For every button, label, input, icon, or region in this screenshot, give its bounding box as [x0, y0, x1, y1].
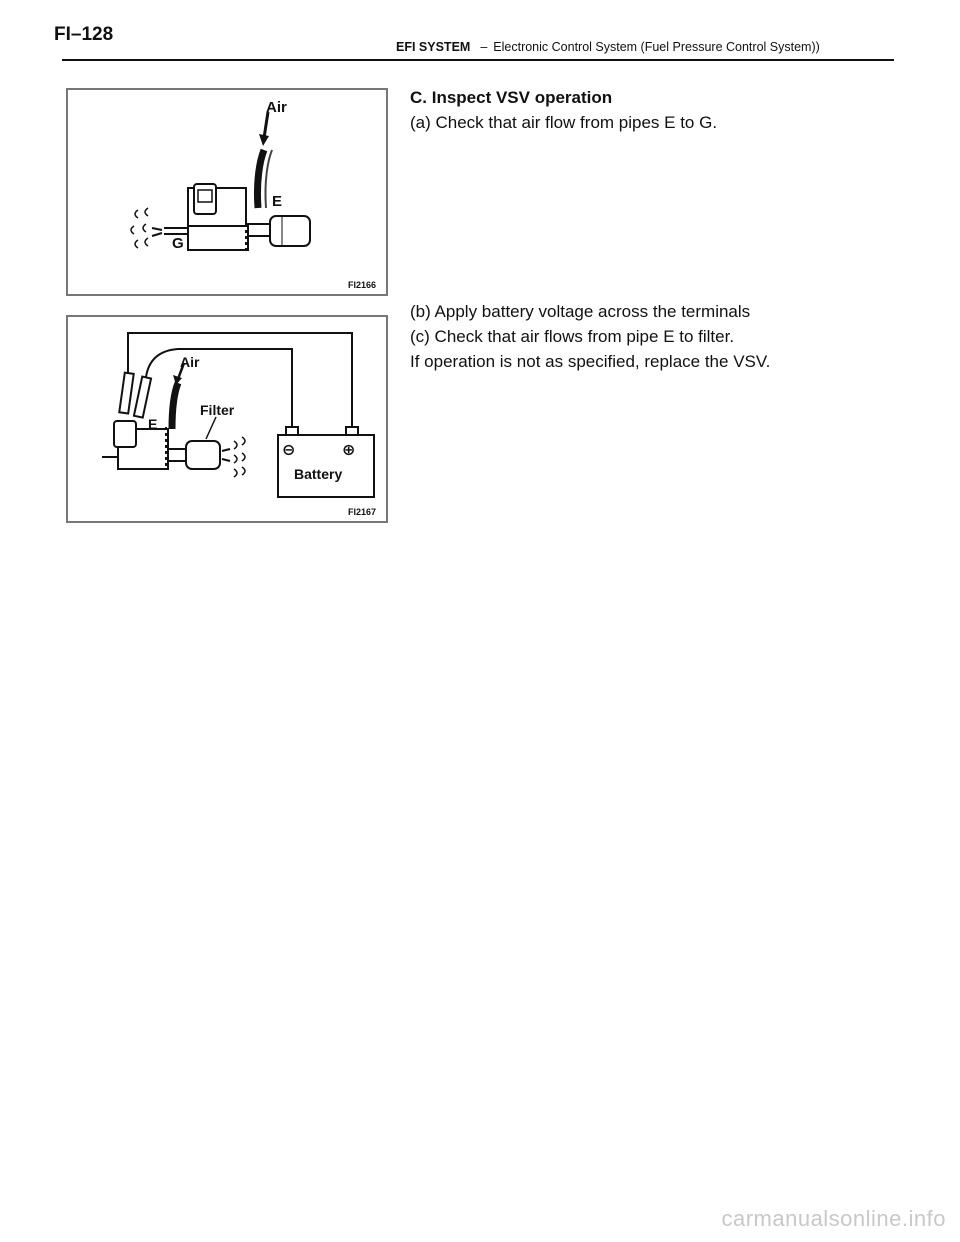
figure1-code: FI2166 — [348, 280, 377, 290]
figure2-label-e: E — [148, 416, 158, 432]
figure1-label-g: G — [172, 235, 184, 252]
running-header — [396, 40, 820, 54]
figure-vsv-airflow-e-to-g — [66, 88, 388, 296]
step-a-text: (a) Check that air flow from pipes E to G. — [410, 113, 718, 132]
replace-note: If operation is not as specified, replace the VSV. — [410, 352, 771, 371]
figure2-label-battery: Battery — [294, 466, 343, 482]
battery-minus-terminal: ⊖ — [282, 442, 296, 459]
page-number: FI–128 — [54, 24, 114, 45]
figure2-code: FI2167 — [348, 507, 377, 517]
figure1-label-e: E — [272, 193, 283, 210]
step-c-title: C. Inspect VSV operation — [410, 88, 613, 107]
header-rule — [62, 59, 894, 61]
step-b-instructions — [410, 299, 770, 374]
figure-vsv-battery-test — [66, 315, 388, 523]
header-system: EFI SYSTEM — [396, 40, 471, 54]
figure1-illustration — [68, 90, 386, 294]
site-watermark: carmanualsonline.info — [721, 1206, 946, 1231]
header-subtitle: Electronic Control System (Fuel Pressure Control System)) — [493, 40, 820, 54]
figure2-illustration — [68, 317, 386, 521]
figure2-label-air: Air — [180, 354, 200, 370]
figure1-label-air: Air — [266, 99, 287, 116]
figure2-label-filter: Filter — [200, 402, 235, 418]
battery-plus-terminal: ⊕ — [342, 442, 356, 459]
step-c-text: (c) Check that air flows from pipe E to filter. — [410, 327, 735, 346]
header-dash: – — [480, 40, 488, 54]
step-b-text: (b) Apply battery voltage across the terminals — [410, 302, 751, 321]
step-c-instructions — [410, 85, 717, 135]
